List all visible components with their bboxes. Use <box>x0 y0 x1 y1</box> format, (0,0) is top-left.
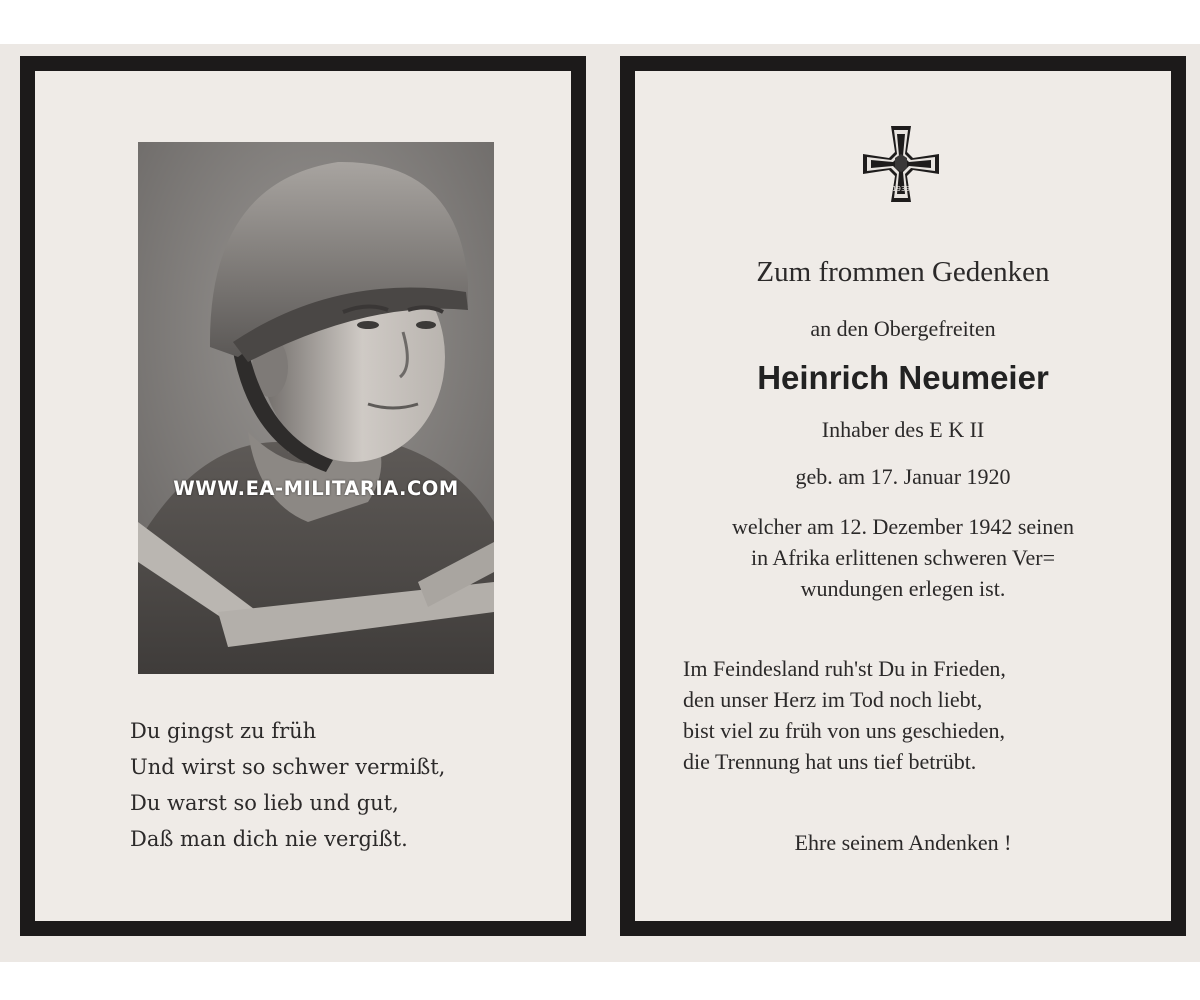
watermark-text: WWW.EA-MILITARIA.COM <box>173 477 459 500</box>
rank-line: an den Obergefreiten <box>810 316 996 341</box>
poem-line: Daß man dich nie vergißt. <box>130 827 408 851</box>
portrait-image <box>138 142 494 674</box>
deceased-name: Heinrich Neumeier <box>757 359 1049 396</box>
soldier-portrait-photo <box>138 142 494 674</box>
verse-line: Im Feindesland ruh'st Du in Frieden, <box>683 656 1006 681</box>
verse-block <box>683 653 1006 777</box>
memorial-card-right <box>620 56 1186 936</box>
poem-line: Du warst so lieb und gut, <box>130 791 399 815</box>
poem-block <box>130 713 570 857</box>
death-line: welcher am 12. Dezember 1942 seinen <box>731 514 1075 539</box>
birth-line: geb. am 17. Januar 1920 <box>795 464 1011 489</box>
memorial-card-left <box>20 56 586 936</box>
verse-line: die Trennung hat uns tief betrübt. <box>683 749 977 774</box>
iron-cross-icon <box>861 124 941 204</box>
verse-line: den unser Herz im Tod noch liebt, <box>683 687 983 712</box>
death-line: wundungen erlegen ist. <box>800 576 1006 601</box>
death-paragraph <box>635 511 1171 604</box>
cross-year: 1939 <box>892 185 910 193</box>
card-title: Zum frommen Gedenken <box>756 256 1050 288</box>
closing-line: Ehre seinem Andenken ! <box>794 830 1012 855</box>
verse-line: bist viel zu früh von uns geschieden, <box>683 718 1005 743</box>
award-line: Inhaber des E K II <box>821 417 985 442</box>
poem-line: Und wirst so schwer vermißt, <box>130 755 446 779</box>
death-line: in Afrika erlittenen schweren Ver= <box>750 545 1055 570</box>
poem-line: Du gingst zu früh <box>130 719 317 743</box>
